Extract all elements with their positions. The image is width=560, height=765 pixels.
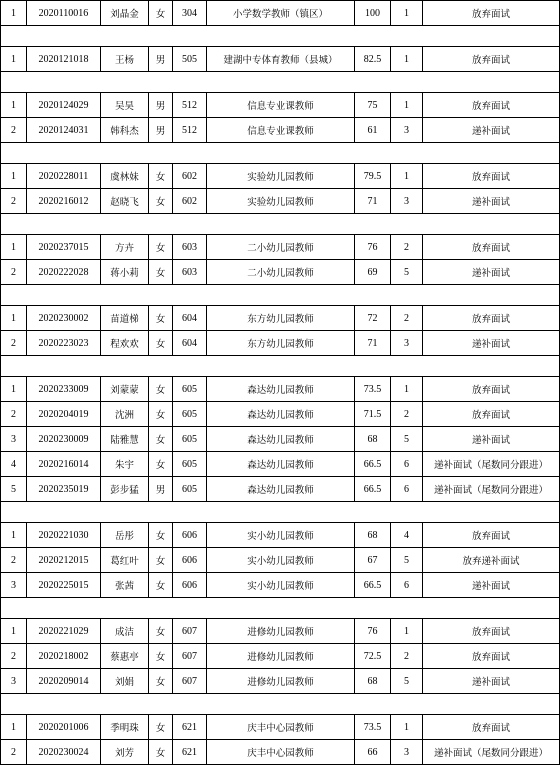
- table-row: [1, 619, 560, 644]
- position-cell: 森达幼儿园教师: [207, 427, 355, 452]
- position-cell: 森达幼儿园教师: [207, 377, 355, 402]
- remark-cell: 放弃面试: [423, 644, 560, 669]
- position-code-cell: 512: [173, 118, 207, 143]
- position-cell: 进修幼儿园教师: [207, 669, 355, 694]
- name-cell: 葛红叶: [101, 548, 149, 573]
- position-cell: 森达幼儿园教师: [207, 402, 355, 427]
- position-code-cell: 604: [173, 331, 207, 356]
- rank-cell: 6: [391, 452, 423, 477]
- rank-cell: 5: [391, 260, 423, 285]
- name-cell: 沈洲: [101, 402, 149, 427]
- remark-cell: 放弃面试: [423, 715, 560, 740]
- table-row: [1, 331, 560, 356]
- exam-id-cell: 2020228011: [27, 164, 101, 189]
- remark-cell: 递补面试: [423, 331, 560, 356]
- table-row: [1, 164, 560, 189]
- remark-cell: 放弃面试: [423, 619, 560, 644]
- table-row: [1, 427, 560, 452]
- rank-cell: 1: [391, 47, 423, 72]
- table-row: [1, 548, 560, 573]
- rank-cell: 6: [391, 477, 423, 502]
- rank-cell: 6: [391, 573, 423, 598]
- score-cell: 76: [355, 619, 391, 644]
- score-cell: 72.5: [355, 644, 391, 669]
- position-cell: 二小幼儿园教师: [207, 260, 355, 285]
- name-cell: 程欢欢: [101, 331, 149, 356]
- remark-cell: 递补面试: [423, 189, 560, 214]
- name-cell: 蔡惠亭: [101, 644, 149, 669]
- separator-cell: [1, 214, 560, 235]
- exam-id-cell: 2020216014: [27, 452, 101, 477]
- exam-id-cell: 2020237015: [27, 235, 101, 260]
- position-cell: 实小幼儿园教师: [207, 523, 355, 548]
- group-separator-row: [1, 72, 560, 93]
- separator-cell: [1, 26, 560, 47]
- position-cell: 建湖中专体育教师（县城）: [207, 47, 355, 72]
- remark-cell: 递补面试（尾数同分跟进）: [423, 477, 560, 502]
- rank-cell: 2: [391, 402, 423, 427]
- seq-cell: 1: [1, 164, 27, 189]
- position-code-cell: 621: [173, 740, 207, 765]
- seq-cell: 1: [1, 47, 27, 72]
- gender-cell: 女: [149, 189, 173, 214]
- exam-id-cell: 2020204019: [27, 402, 101, 427]
- remark-cell: 放弃面试: [423, 523, 560, 548]
- remark-cell: 递补面试: [423, 260, 560, 285]
- position-cell: 信息专业课教师: [207, 93, 355, 118]
- gender-cell: 女: [149, 306, 173, 331]
- remark-cell: 放弃面试: [423, 93, 560, 118]
- group-separator-row: [1, 502, 560, 523]
- position-code-cell: 602: [173, 189, 207, 214]
- rank-cell: 2: [391, 235, 423, 260]
- seq-cell: 4: [1, 452, 27, 477]
- position-cell: 庆丰中心园教师: [207, 740, 355, 765]
- position-code-cell: 621: [173, 715, 207, 740]
- name-cell: 刘蒙蒙: [101, 377, 149, 402]
- table-row: [1, 93, 560, 118]
- position-code-cell: 304: [173, 1, 207, 26]
- gender-cell: 女: [149, 523, 173, 548]
- score-cell: 66.5: [355, 573, 391, 598]
- table-row: [1, 669, 560, 694]
- gender-cell: 女: [149, 427, 173, 452]
- seq-cell: 2: [1, 118, 27, 143]
- rank-cell: 2: [391, 644, 423, 669]
- position-code-cell: 607: [173, 644, 207, 669]
- table-row: [1, 452, 560, 477]
- position-code-cell: 602: [173, 164, 207, 189]
- name-cell: 朱宇: [101, 452, 149, 477]
- position-code-cell: 605: [173, 452, 207, 477]
- position-cell: 东方幼儿园教师: [207, 306, 355, 331]
- score-cell: 79.5: [355, 164, 391, 189]
- gender-cell: 女: [149, 260, 173, 285]
- score-cell: 75: [355, 93, 391, 118]
- score-cell: 71: [355, 331, 391, 356]
- seq-cell: 1: [1, 1, 27, 26]
- score-cell: 71.5: [355, 402, 391, 427]
- position-cell: 森达幼儿园教师: [207, 452, 355, 477]
- remark-cell: 递补面试（尾数同分跟进）: [423, 740, 560, 765]
- gender-cell: 女: [149, 377, 173, 402]
- score-cell: 66.5: [355, 477, 391, 502]
- exam-id-cell: 2020225015: [27, 573, 101, 598]
- score-cell: 66.5: [355, 452, 391, 477]
- remark-cell: 放弃面试: [423, 402, 560, 427]
- name-cell: 成洁: [101, 619, 149, 644]
- rank-cell: 1: [391, 715, 423, 740]
- gender-cell: 女: [149, 740, 173, 765]
- rank-cell: 5: [391, 427, 423, 452]
- seq-cell: 2: [1, 548, 27, 573]
- gender-cell: 男: [149, 47, 173, 72]
- score-cell: 66: [355, 740, 391, 765]
- table-row: [1, 189, 560, 214]
- remark-cell: 递补面试: [423, 669, 560, 694]
- rank-cell: 3: [391, 189, 423, 214]
- name-cell: 彭步猛: [101, 477, 149, 502]
- table-row: [1, 477, 560, 502]
- table-row: [1, 573, 560, 598]
- position-code-cell: 607: [173, 669, 207, 694]
- name-cell: 岳彤: [101, 523, 149, 548]
- table-row: [1, 644, 560, 669]
- position-code-cell: 607: [173, 619, 207, 644]
- position-code-cell: 605: [173, 427, 207, 452]
- exam-id-cell: 2020121018: [27, 47, 101, 72]
- table-row: [1, 47, 560, 72]
- score-cell: 76: [355, 235, 391, 260]
- seq-cell: 3: [1, 573, 27, 598]
- position-code-cell: 512: [173, 93, 207, 118]
- score-cell: 71: [355, 189, 391, 214]
- remark-cell: 放弃面试: [423, 47, 560, 72]
- exam-id-cell: 2020222028: [27, 260, 101, 285]
- position-code-cell: 606: [173, 548, 207, 573]
- name-cell: 刘芳: [101, 740, 149, 765]
- position-code-cell: 603: [173, 260, 207, 285]
- position-cell: 实小幼儿园教师: [207, 573, 355, 598]
- position-cell: 东方幼儿园教师: [207, 331, 355, 356]
- exam-id-cell: 2020209014: [27, 669, 101, 694]
- score-cell: 68: [355, 427, 391, 452]
- seq-cell: 1: [1, 377, 27, 402]
- exam-id-cell: 2020216012: [27, 189, 101, 214]
- seq-cell: 2: [1, 189, 27, 214]
- position-cell: 进修幼儿园教师: [207, 644, 355, 669]
- rank-cell: 1: [391, 619, 423, 644]
- position-cell: 森达幼儿园教师: [207, 477, 355, 502]
- name-cell: 吴昊: [101, 93, 149, 118]
- name-cell: 陆雅慧: [101, 427, 149, 452]
- remark-cell: 放弃面试: [423, 164, 560, 189]
- rank-cell: 1: [391, 1, 423, 26]
- gender-cell: 女: [149, 331, 173, 356]
- gender-cell: 女: [149, 235, 173, 260]
- exam-id-cell: 2020218002: [27, 644, 101, 669]
- rank-cell: 1: [391, 164, 423, 189]
- seq-cell: 1: [1, 235, 27, 260]
- rank-cell: 3: [391, 118, 423, 143]
- score-cell: 61: [355, 118, 391, 143]
- position-code-cell: 605: [173, 402, 207, 427]
- name-cell: 韩科杰: [101, 118, 149, 143]
- seq-cell: 2: [1, 331, 27, 356]
- gender-cell: 男: [149, 118, 173, 143]
- gender-cell: 女: [149, 452, 173, 477]
- rank-cell: 1: [391, 93, 423, 118]
- gender-cell: 女: [149, 644, 173, 669]
- exam-id-cell: 2020233009: [27, 377, 101, 402]
- name-cell: 赵晓飞: [101, 189, 149, 214]
- name-cell: 虞林妹: [101, 164, 149, 189]
- position-cell: 进修幼儿园教师: [207, 619, 355, 644]
- group-separator-row: [1, 694, 560, 715]
- position-code-cell: 606: [173, 523, 207, 548]
- gender-cell: 女: [149, 1, 173, 26]
- exam-id-cell: 2020235019: [27, 477, 101, 502]
- table-row: [1, 377, 560, 402]
- gender-cell: 女: [149, 164, 173, 189]
- score-cell: 100: [355, 1, 391, 26]
- exam-id-cell: 2020212015: [27, 548, 101, 573]
- table-body: [1, 1, 560, 765]
- rank-cell: 5: [391, 548, 423, 573]
- exam-id-cell: 2020124031: [27, 118, 101, 143]
- exam-id-cell: 2020230024: [27, 740, 101, 765]
- exam-id-cell: 2020124029: [27, 93, 101, 118]
- seq-cell: 2: [1, 740, 27, 765]
- rank-cell: 3: [391, 740, 423, 765]
- name-cell: 蒋小莉: [101, 260, 149, 285]
- rank-cell: 5: [391, 669, 423, 694]
- remark-cell: 放弃面试: [423, 235, 560, 260]
- score-cell: 72: [355, 306, 391, 331]
- exam-id-cell: 2020221030: [27, 523, 101, 548]
- score-cell: 82.5: [355, 47, 391, 72]
- exam-id-cell: 2020230002: [27, 306, 101, 331]
- name-cell: 方卉: [101, 235, 149, 260]
- separator-cell: [1, 356, 560, 377]
- position-code-cell: 606: [173, 573, 207, 598]
- seq-cell: 2: [1, 402, 27, 427]
- name-cell: 刘晶金: [101, 1, 149, 26]
- position-code-cell: 603: [173, 235, 207, 260]
- gender-cell: 男: [149, 477, 173, 502]
- remark-cell: 放弃面试: [423, 1, 560, 26]
- seq-cell: 2: [1, 644, 27, 669]
- table-row: [1, 1, 560, 26]
- seq-cell: 3: [1, 669, 27, 694]
- rank-cell: 4: [391, 523, 423, 548]
- gender-cell: 女: [149, 669, 173, 694]
- group-separator-row: [1, 285, 560, 306]
- score-cell: 69: [355, 260, 391, 285]
- score-cell: 73.5: [355, 715, 391, 740]
- separator-cell: [1, 598, 560, 619]
- position-cell: 二小幼儿园教师: [207, 235, 355, 260]
- group-separator-row: [1, 143, 560, 164]
- remark-cell: 放弃递补面试: [423, 548, 560, 573]
- table-row: [1, 715, 560, 740]
- remark-cell: 放弃面试: [423, 377, 560, 402]
- seq-cell: 3: [1, 427, 27, 452]
- position-code-cell: 605: [173, 477, 207, 502]
- name-cell: 季明珠: [101, 715, 149, 740]
- remark-cell: 递补面试: [423, 427, 560, 452]
- seq-cell: 1: [1, 93, 27, 118]
- table-row: [1, 118, 560, 143]
- score-cell: 68: [355, 523, 391, 548]
- gender-cell: 女: [149, 402, 173, 427]
- remark-cell: 递补面试（尾数同分跟进）: [423, 452, 560, 477]
- name-cell: 刘娟: [101, 669, 149, 694]
- table-row: [1, 402, 560, 427]
- position-cell: 实验幼儿园教师: [207, 189, 355, 214]
- gender-cell: 女: [149, 548, 173, 573]
- position-code-cell: 604: [173, 306, 207, 331]
- table-row: [1, 260, 560, 285]
- gender-cell: 女: [149, 573, 173, 598]
- exam-id-cell: 2020223023: [27, 331, 101, 356]
- gender-cell: 男: [149, 93, 173, 118]
- group-separator-row: [1, 598, 560, 619]
- separator-cell: [1, 72, 560, 93]
- table-row: [1, 235, 560, 260]
- seq-cell: 1: [1, 619, 27, 644]
- position-code-cell: 605: [173, 377, 207, 402]
- position-cell: 小学数学教师（镇区）: [207, 1, 355, 26]
- position-cell: 实验幼儿园教师: [207, 164, 355, 189]
- remark-cell: 递补面试: [423, 573, 560, 598]
- separator-cell: [1, 143, 560, 164]
- seq-cell: 2: [1, 260, 27, 285]
- seq-cell: 1: [1, 523, 27, 548]
- score-cell: 73.5: [355, 377, 391, 402]
- seq-cell: 1: [1, 306, 27, 331]
- score-cell: 67: [355, 548, 391, 573]
- table-row: [1, 306, 560, 331]
- separator-cell: [1, 285, 560, 306]
- rank-cell: 2: [391, 306, 423, 331]
- exam-id-cell: 2020201006: [27, 715, 101, 740]
- score-cell: 68: [355, 669, 391, 694]
- exam-id-cell: 2020221029: [27, 619, 101, 644]
- name-cell: 张茜: [101, 573, 149, 598]
- gender-cell: 女: [149, 715, 173, 740]
- separator-cell: [1, 502, 560, 523]
- position-cell: 庆丰中心园教师: [207, 715, 355, 740]
- table-row: [1, 523, 560, 548]
- position-cell: 实小幼儿园教师: [207, 548, 355, 573]
- exam-id-cell: 2020110016: [27, 1, 101, 26]
- seq-cell: 1: [1, 715, 27, 740]
- position-code-cell: 505: [173, 47, 207, 72]
- name-cell: 苗道梯: [101, 306, 149, 331]
- rank-cell: 1: [391, 377, 423, 402]
- group-separator-row: [1, 26, 560, 47]
- group-separator-row: [1, 356, 560, 377]
- remark-cell: 放弃面试: [423, 306, 560, 331]
- seq-cell: 5: [1, 477, 27, 502]
- remark-cell: 递补面试: [423, 118, 560, 143]
- gender-cell: 女: [149, 619, 173, 644]
- group-separator-row: [1, 214, 560, 235]
- position-cell: 信息专业课教师: [207, 118, 355, 143]
- rank-cell: 3: [391, 331, 423, 356]
- name-cell: 王杨: [101, 47, 149, 72]
- exam-id-cell: 2020230009: [27, 427, 101, 452]
- separator-cell: [1, 694, 560, 715]
